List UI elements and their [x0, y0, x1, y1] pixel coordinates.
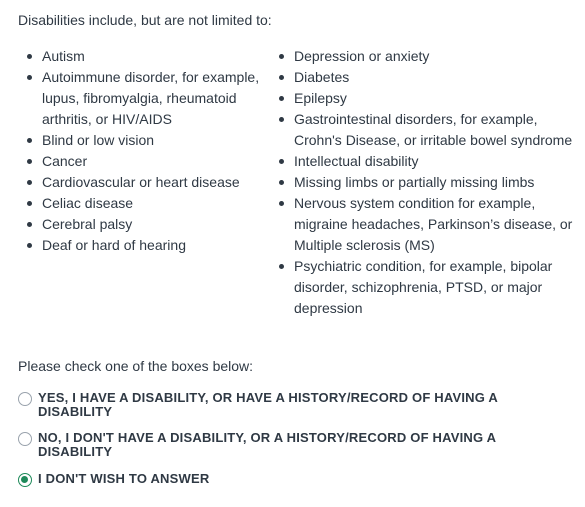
list-item: Psychiatric condition, for example, bipolar disorder, schizophrenia, PTSD, or major depression [276, 256, 576, 319]
check-prompt: Please check one of the boxes below: [18, 358, 254, 374]
list-item: Cancer [24, 151, 274, 172]
intro-text: Disabilities include, but are not limited to: [18, 12, 272, 28]
list-item: Diabetes [276, 67, 576, 88]
radio-no-answer[interactable] [18, 473, 32, 487]
disability-list-left [24, 46, 274, 256]
option-no-answer[interactable] [18, 472, 558, 487]
list-item: Cerebral palsy [24, 214, 274, 235]
disability-list-right [276, 46, 576, 319]
list-item: Cardiovascular or heart disease [24, 172, 274, 193]
option-label: YES, I HAVE A DISABILITY, OR HAVE A HISTORY/RECORD OF HAVING A DISABILITY [38, 390, 498, 419]
list-item: Gastrointestinal disorders, for example, Crohn's Disease, or irritable bowel syndrome [276, 109, 576, 151]
list-item: Autoimmune disorder, for example, lupus, fibromyalgia, rheumatoid arthritis, or HIV/AIDS [24, 67, 274, 130]
list-item: Deaf or hard of hearing [24, 235, 274, 256]
list-item: Nervous system condition for example, migraine headaches, Parkinson’s disease, or Multiple sclerosis (MS) [276, 193, 576, 256]
option-label: I DON'T WISH TO ANSWER [38, 471, 210, 486]
option-no-disability[interactable] [18, 431, 558, 459]
list-item: Celiac disease [24, 193, 274, 214]
radio-no[interactable] [18, 432, 32, 446]
option-label: NO, I DON'T HAVE A DISABILITY, OR A HISTORY/RECORD OF HAVING A DISABILITY [38, 430, 496, 459]
list-item: Missing limbs or partially missing limbs [276, 172, 576, 193]
radio-yes[interactable] [18, 392, 32, 406]
list-item: Intellectual disability [276, 151, 576, 172]
list-item: Depression or anxiety [276, 46, 576, 67]
list-item: Blind or low vision [24, 130, 274, 151]
list-item: Epilepsy [276, 88, 576, 109]
list-item: Autism [24, 46, 274, 67]
option-yes-disability[interactable] [18, 391, 558, 419]
